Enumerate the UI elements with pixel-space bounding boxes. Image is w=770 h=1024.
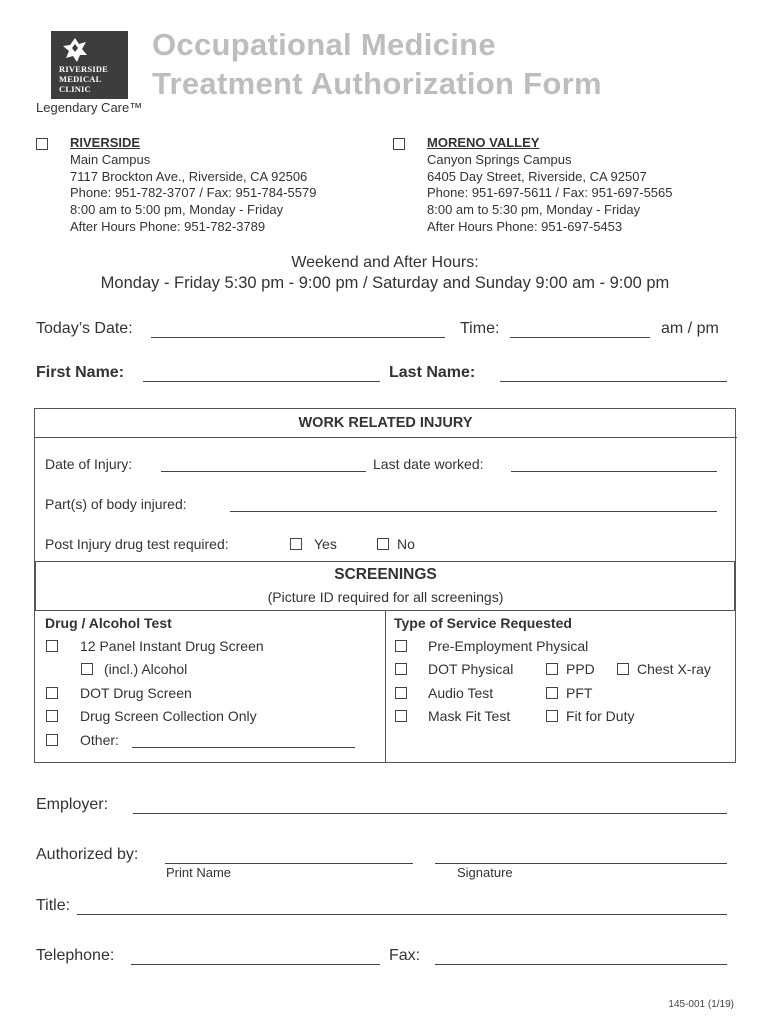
other-checkbox[interactable] [46, 734, 58, 746]
pft-label: PFT [566, 685, 593, 701]
fit-for-duty-label: Fit for Duty [566, 708, 635, 724]
last-date-worked-label: Last date worked: [373, 456, 484, 472]
weekend-hours: Monday - Friday 5:30 pm - 9:00 pm / Saturday and Sunday 9:00 am - 9:00 pm [100, 274, 670, 292]
location-name: RIVERSIDE [70, 135, 141, 150]
fax-field[interactable] [435, 964, 727, 965]
title-label: Title: [36, 897, 71, 914]
print-name-field[interactable] [165, 863, 413, 864]
dot-physical-checkbox[interactable] [395, 663, 407, 675]
print-name-caption: Print Name [166, 865, 232, 880]
drug-test-label: Post Injury drug test required: [45, 536, 229, 552]
dot-physical-label: DOT Physical [428, 661, 514, 677]
tagline: Legendary Care™ [36, 100, 143, 115]
first-name-field[interactable] [143, 381, 380, 382]
chest-xray-checkbox[interactable] [617, 663, 629, 675]
time-label: Time: [460, 320, 500, 337]
body-parts-field[interactable] [230, 511, 717, 512]
drug-alcohol-heading: Drug / Alcohol Test [45, 615, 172, 631]
service-heading: Type of Service Requested [394, 615, 572, 631]
alcohol-checkbox[interactable] [81, 663, 93, 675]
time-field[interactable] [510, 337, 650, 338]
location-address: 6405 Day Street, Riverside, CA 92507 [427, 168, 647, 184]
drug-test-no-label: No [397, 536, 415, 552]
moreno-valley-checkbox[interactable] [393, 138, 405, 150]
location-hours: 8:00 am to 5:00 pm, Monday - Friday [70, 202, 284, 218]
telephone-label: Telephone: [36, 947, 115, 964]
other-field[interactable] [132, 747, 355, 748]
other-label: Other: [80, 732, 119, 748]
title-field[interactable] [77, 914, 727, 915]
location-moreno-valley [427, 135, 673, 236]
form-title-line1: Occupational Medicine [152, 27, 496, 62]
todays-date-label: Today’s Date: [36, 320, 133, 337]
collection-only-checkbox[interactable] [46, 710, 58, 722]
drug-screen-12-panel-checkbox[interactable] [46, 640, 58, 652]
location-after-hours: After Hours Phone: 951-782-3789 [70, 218, 266, 234]
pre-employment-checkbox[interactable] [395, 640, 407, 652]
mask-fit-test-checkbox[interactable] [395, 710, 407, 722]
date-of-injury-label: Date of Injury: [45, 456, 133, 472]
location-name: MORENO VALLEY [427, 135, 540, 150]
logo-text: RIVERSIDE MEDICAL CLINIC [59, 64, 109, 94]
screenings-heading: SCREENINGS [334, 566, 437, 583]
mask-fit-test-label: Mask Fit Test [428, 708, 511, 724]
injury-header-divider [34, 437, 737, 438]
pft-checkbox[interactable] [546, 687, 558, 699]
dot-drug-screen-checkbox[interactable] [46, 687, 58, 699]
audio-test-checkbox[interactable] [395, 687, 407, 699]
location-hours: 8:00 am to 5:30 pm, Monday - Friday [427, 202, 641, 218]
location-phone: Phone: 951-782-3707 / Fax: 951-784-5579 [70, 185, 317, 201]
riverside-checkbox[interactable] [36, 138, 48, 150]
signature-field[interactable] [435, 863, 727, 864]
injury-heading: WORK RELATED INJURY [298, 415, 473, 431]
location-after-hours: After Hours Phone: 951-697-5453 [427, 218, 623, 234]
drug-test-yes-label: Yes [314, 536, 337, 552]
todays-date-field[interactable] [151, 337, 445, 338]
dot-drug-screen-label: DOT Drug Screen [80, 685, 192, 701]
audio-test-label: Audio Test [428, 685, 494, 701]
drug-test-no-checkbox[interactable] [377, 538, 389, 550]
form-code: 145-001 (1/19) [668, 999, 734, 1010]
ppd-label: PPD [566, 661, 595, 677]
alcohol-label: (incl.) Alcohol [104, 661, 188, 677]
collection-only-label: Drug Screen Collection Only [80, 708, 257, 724]
weekend-heading: Weekend and After Hours: [291, 254, 479, 271]
location-campus: Canyon Springs Campus [427, 151, 572, 167]
location-riverside [70, 135, 316, 236]
ppd-checkbox[interactable] [546, 663, 558, 675]
drug-test-yes-checkbox[interactable] [290, 538, 302, 550]
drug-screen-12-panel-label: 12 Panel Instant Drug Screen [80, 638, 264, 654]
screenings-column-divider [385, 611, 386, 762]
clinic-logo [51, 31, 128, 99]
form-title-line2: Treatment Authorization Form [152, 66, 602, 101]
last-date-worked-field[interactable] [511, 471, 717, 472]
location-address: 7117 Brockton Ave., Riverside, CA 92506 [70, 168, 308, 184]
date-of-injury-field[interactable] [161, 471, 366, 472]
location-campus: Main Campus [70, 151, 151, 167]
screenings-subheading: (Picture ID required for all screenings) [267, 589, 504, 605]
logo-star-icon [61, 36, 89, 64]
chest-xray-label: Chest X-ray [637, 661, 711, 677]
authorized-by-label: Authorized by: [36, 846, 139, 863]
am-pm-label: am / pm [661, 320, 719, 337]
fax-label: Fax: [389, 947, 421, 964]
body-parts-label: Part(s) of body injured: [45, 496, 187, 512]
employer-field[interactable] [133, 813, 727, 814]
telephone-field[interactable] [131, 964, 380, 965]
pre-employment-label: Pre-Employment Physical [428, 638, 589, 654]
fit-for-duty-checkbox[interactable] [546, 710, 558, 722]
first-name-label: First Name: [36, 364, 125, 381]
signature-caption: Signature [457, 865, 513, 880]
location-phone: Phone: 951-697-5611 / Fax: 951-697-5565 [427, 185, 673, 201]
last-name-label: Last Name: [389, 364, 476, 381]
last-name-field[interactable] [500, 381, 727, 382]
employer-label: Employer: [36, 796, 109, 813]
